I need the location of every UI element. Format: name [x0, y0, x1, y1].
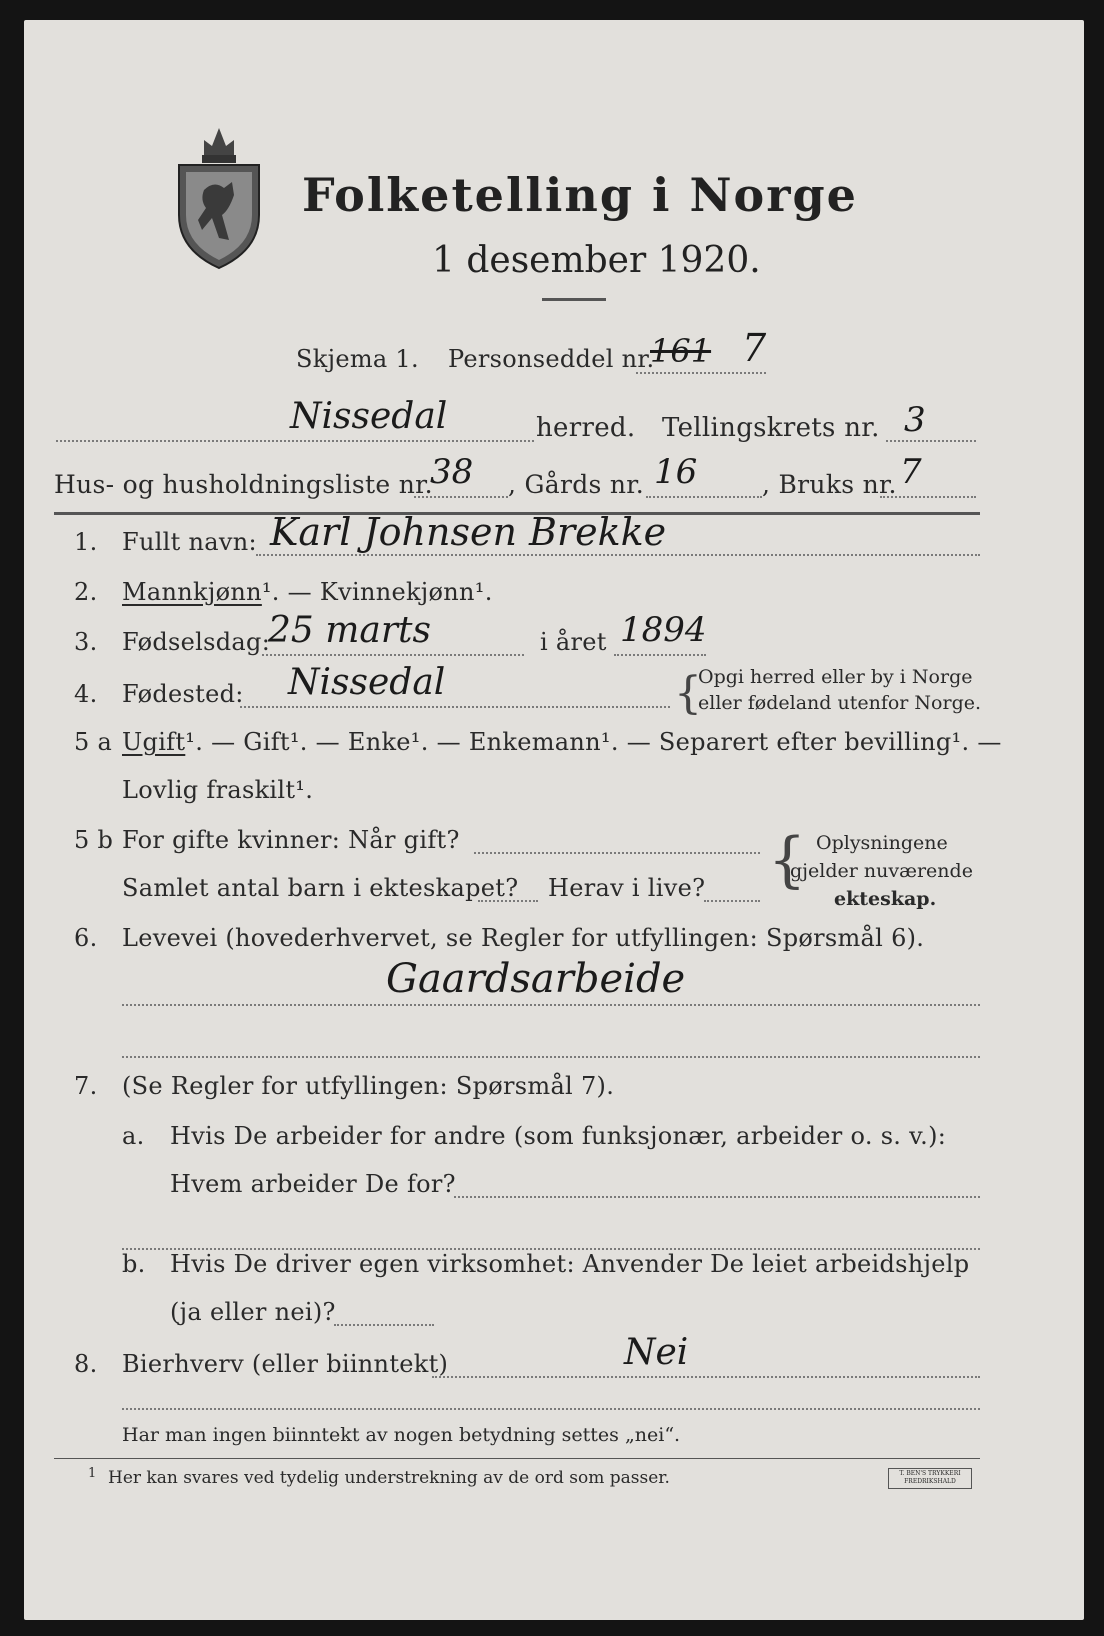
form-title: Folketelling i Norge — [302, 168, 858, 222]
q7-label: (Se Regler for utfyllingen: Spørsmål 7). — [122, 1072, 615, 1100]
q7b-line1: Hvis De driver egen virksomhet: Anvender De leiet arbeidshjelp — [170, 1250, 970, 1278]
q5b-number: 5 b — [74, 826, 114, 854]
footnote-text: Her kan svares ved tydelig understrekning av de ord som passer. — [108, 1468, 670, 1488]
q3-value: 25 marts — [268, 610, 432, 651]
footnote-mark: 1 — [88, 1466, 97, 1481]
q2-male-option: Mannkjønn — [122, 578, 262, 606]
tellingskrets-label: Tellingskrets nr. — [662, 413, 880, 443]
q5b-note3: ekteskap. — [834, 888, 937, 910]
q2-options — [122, 578, 493, 606]
q4-value: Nissedal — [288, 662, 446, 703]
q4-brace: { — [674, 668, 702, 719]
personseddel-line — [636, 372, 766, 374]
census-form — [24, 20, 1084, 1620]
q6-value: Gaardsarbeide — [386, 956, 686, 1002]
herred-value: Nissedal — [290, 396, 448, 437]
q5b-label2: Samlet antal barn i ekteskapet? — [122, 874, 519, 902]
q5b-label1: For gifte kvinner: Når gift? — [122, 826, 460, 854]
q3-year-label: i året — [540, 628, 607, 656]
q7a-line1: Hvis De arbeider for andre (som funksjonær, arbeider o. s. v.): — [170, 1122, 947, 1150]
bruks-label: , Bruks nr. — [762, 470, 897, 499]
q4-note-line1: Opgi herred eller by i Norge — [698, 666, 973, 688]
q8-label: Bierhverv (eller biinntekt) — [122, 1350, 449, 1378]
gards-label: , Gårds nr. — [508, 470, 645, 499]
bruks-line — [880, 496, 976, 498]
gards-value: 16 — [654, 452, 698, 492]
q4-label: Fødested: — [122, 680, 244, 708]
personseddel-label: Personseddel nr. — [448, 345, 655, 373]
footnote-divider — [54, 1458, 980, 1459]
q5a-number: 5 a — [74, 728, 113, 756]
liste-line — [414, 496, 508, 498]
title-divider — [542, 298, 606, 301]
q5b-note2: gjelder nuværende — [790, 860, 973, 882]
q6-label: Levevei (hovederhvervet, se Regler for utfyllingen: Spørsmål 6). — [122, 924, 925, 952]
q1-value: Karl Johnsen Brekke — [270, 510, 667, 554]
q5b-note1: Oplysningene — [816, 832, 948, 854]
census-date: 1 desember 1920. — [432, 240, 761, 281]
q3-number: 3. — [74, 628, 98, 656]
q2-sep: ¹. — — [261, 578, 320, 606]
q1-number: 1. — [74, 528, 98, 556]
q7-number: 7. — [74, 1072, 98, 1100]
gards-line — [646, 496, 762, 498]
q8-line — [432, 1376, 980, 1378]
q7b-number: b. — [122, 1250, 146, 1278]
skjema-label: Skjema 1. — [296, 345, 419, 373]
bruks-value: 7 — [900, 452, 922, 492]
q5a-line2: Lovlig fraskilt¹. — [122, 776, 314, 804]
q5b-alive-line — [704, 900, 760, 902]
q6-line2 — [122, 1056, 980, 1058]
printer-stamp-line2: FREDRIKSHALD — [904, 1478, 956, 1485]
q2-female-option: Kvinnekjønn¹. — [319, 578, 493, 606]
q4-note-line2: eller fødeland utenfor Norge. — [698, 692, 982, 714]
q6-number: 6. — [74, 924, 98, 952]
bottom-note: Har man ingen biinntekt av nogen betydning settes „nei“. — [122, 1424, 681, 1446]
q7a-line2: Hvem arbeider De for? — [170, 1170, 456, 1198]
liste-label: Hus- og husholdningsliste nr. — [54, 470, 433, 499]
q4-line — [240, 706, 670, 708]
personseddel-value: 7 — [742, 326, 767, 370]
q7b-line2: (ja eller nei)? — [170, 1298, 336, 1326]
herred-label: herred. — [536, 413, 636, 443]
printer-stamp — [888, 1468, 972, 1489]
q2-number: 2. — [74, 578, 98, 606]
q7b-answer-line — [334, 1324, 434, 1326]
q7a-answer-line — [454, 1196, 980, 1198]
coat-of-arms-icon — [174, 120, 264, 270]
q3-line — [262, 654, 524, 656]
q3-label: Fødselsdag: — [122, 628, 271, 656]
q4-number: 4. — [74, 680, 98, 708]
q5b-children-line — [478, 900, 538, 902]
q5a-other-options: ¹. — Gift¹. — Enke¹. — Enkemann¹. — Separert efter bevilling¹. — — [185, 728, 1002, 756]
q8-value: Nei — [624, 1332, 689, 1373]
q3-year-value: 1894 — [620, 610, 707, 650]
herred-line — [56, 440, 534, 442]
q5b-label3: Herav i live? — [548, 874, 706, 902]
q7a-number: a. — [122, 1122, 145, 1150]
q5b-brace: { — [768, 825, 807, 895]
q5a-options — [122, 728, 1002, 756]
q5a-ugift-option: Ugift — [122, 728, 186, 756]
q8-number: 8. — [74, 1350, 98, 1378]
q1-line — [256, 554, 980, 556]
q8-line2 — [122, 1408, 980, 1410]
q3-year-line — [614, 654, 706, 656]
printer-stamp-line1: T. BEN'S TRYKKERI — [899, 1470, 961, 1477]
liste-value: 38 — [430, 452, 474, 492]
q6-line1 — [122, 1004, 980, 1006]
tellingskrets-line — [886, 440, 976, 442]
q5b-when-line — [474, 852, 760, 854]
tellingskrets-value: 3 — [904, 400, 926, 440]
q1-label: Fullt navn: — [122, 528, 257, 556]
personseddel-struck-value: 161 — [650, 332, 712, 370]
